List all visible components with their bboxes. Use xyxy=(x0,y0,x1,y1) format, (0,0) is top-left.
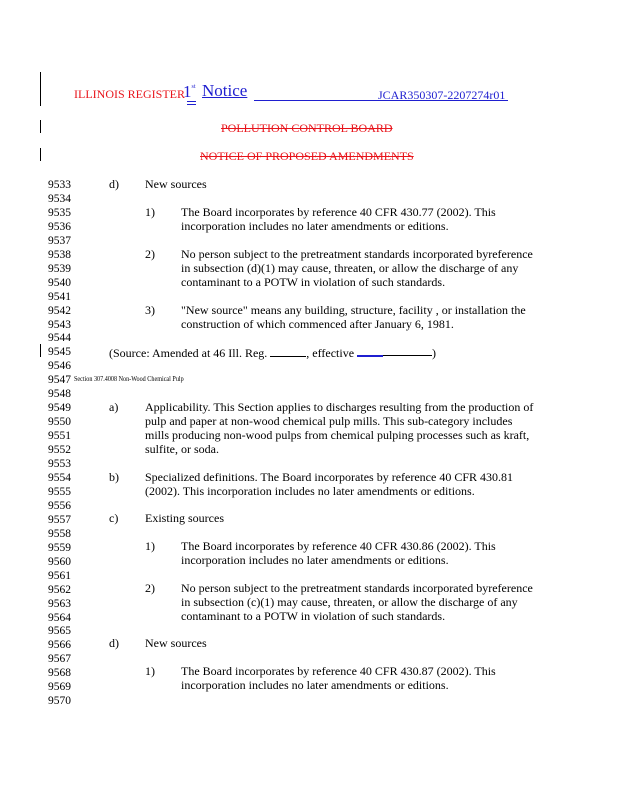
paragraph-text: in subsection (d)(1) may cause, threaten, or allow the discharge of any xyxy=(181,261,519,275)
notice-label: Notice xyxy=(202,81,248,100)
effective-date-blank xyxy=(357,345,432,356)
line-number: 9564 xyxy=(48,611,71,624)
paragraph-text: sulfite, or soda. xyxy=(145,442,219,456)
agency-notice: NOTICE OF PROPOSED AMENDMENTS xyxy=(200,149,414,163)
change-bar xyxy=(40,72,41,106)
paragraph-text: incorporation includes no later amendments or editions. xyxy=(181,219,449,233)
line-number: 9560 xyxy=(48,555,71,568)
line-number: 9561 xyxy=(48,569,71,582)
paragraph-text: pulp and paper at non-wood chemical pulp mills. This sub-category includes xyxy=(145,414,513,428)
paragraph-text: construction of which commenced after January 6, 1981. xyxy=(181,317,454,331)
line-number: 9541 xyxy=(48,290,71,303)
line-number: 9556 xyxy=(48,499,71,512)
paragraph-text: The Board incorporates by reference 40 CFR 430.87 (2002). This xyxy=(181,664,496,678)
line-number: 9554 xyxy=(48,471,71,484)
line-number: 9545 xyxy=(48,346,71,359)
paragraph-text: incorporation includes no later amendments or editions. xyxy=(181,553,449,567)
line-number: 9542 xyxy=(48,304,71,317)
paragraph-text: (2002). This incorporation includes no later amendments or editions. xyxy=(145,484,475,498)
line-number: 9555 xyxy=(48,485,71,498)
line-number: 9557 xyxy=(48,513,71,526)
paragraph-text: contaminant to a POTW in violation of such standards. xyxy=(181,609,446,623)
line-number: 9533 xyxy=(48,179,71,191)
subsection-label: a) xyxy=(109,400,119,414)
line-number: 9538 xyxy=(48,248,71,261)
agency-board: POLLUTION CONTROL BOARD xyxy=(221,121,393,135)
line-number: 9570 xyxy=(48,695,71,708)
line-number: 9546 xyxy=(48,360,71,373)
page-number: 1st xyxy=(183,82,196,101)
paragraph-text: Specialized definitions. The Board incorporates by reference 40 CFR 430.81 xyxy=(145,470,514,484)
paragraph-text: mills producing non-wood pulps from chemical pulping processes such as kraft, xyxy=(145,428,530,442)
line-number: 9566 xyxy=(48,639,71,652)
subsection-label: d) xyxy=(109,177,119,191)
line-number: 9539 xyxy=(48,262,71,275)
register-volume-blank xyxy=(270,346,306,357)
line-number: 9535 xyxy=(48,206,71,219)
subsection-heading: Existing sources xyxy=(145,511,224,525)
line-number: 9567 xyxy=(48,653,71,666)
line-number: 9552 xyxy=(48,444,71,457)
line-number: 9553 xyxy=(48,458,71,470)
line-number: 9569 xyxy=(48,681,71,694)
line-number: 9565 xyxy=(48,625,71,638)
paragraph-number: 3) xyxy=(145,303,155,317)
change-bar xyxy=(40,148,41,161)
paragraph-text: Applicability. This Section applies to discharges resulting from the production of xyxy=(145,400,534,414)
line-number: 9563 xyxy=(48,597,71,610)
document-code: JCAR350307-2207274r01 xyxy=(378,88,506,102)
paragraph-text: The Board incorporates by reference 40 CFR 430.86 (2002). This xyxy=(181,539,496,553)
line-number: 9551 xyxy=(48,430,71,443)
line-number: 9544 xyxy=(48,332,71,345)
subsection-heading: New sources xyxy=(145,177,207,191)
line-number: 9558 xyxy=(48,527,71,540)
page-number-underline xyxy=(187,101,196,102)
line-number: 9559 xyxy=(48,541,71,554)
line-number: 9540 xyxy=(48,276,71,289)
section-heading: Section 307.4008 Non-Wood Chemical Pulp xyxy=(74,374,184,383)
page-number-underline xyxy=(187,104,196,105)
paragraph-text: No person subject to the pretreatment standards incorporated byreference xyxy=(181,581,533,595)
paragraph-text: No person subject to the pretreatment standards incorporated byreference xyxy=(181,247,533,261)
change-bar xyxy=(40,120,41,133)
register-title: ILLINOIS REGISTER xyxy=(74,87,185,101)
paragraph-number: 1) xyxy=(145,539,155,553)
change-bar xyxy=(40,344,41,357)
line-number: 9568 xyxy=(48,667,71,680)
line-number: 9550 xyxy=(48,416,71,429)
line-number: 9536 xyxy=(48,220,71,233)
line-number: 9562 xyxy=(48,583,71,596)
paragraph-number: 1) xyxy=(145,664,155,678)
line-number: 9549 xyxy=(48,402,71,415)
source-note: (Source: Amended at 46 Ill. Reg. , effective ) xyxy=(109,346,437,360)
subsection-label: d) xyxy=(109,636,119,650)
line-number: 9547 xyxy=(48,374,71,387)
paragraph-text: The Board incorporates by reference 40 CFR 430.77 (2002). This xyxy=(181,205,496,219)
paragraph-number: 2) xyxy=(145,247,155,261)
paragraph-number: 2) xyxy=(145,581,155,595)
line-number: 9534 xyxy=(48,192,71,205)
paragraph-number: 1) xyxy=(145,205,155,219)
paragraph-text: incorporation includes no later amendments or editions. xyxy=(181,678,449,692)
paragraph-text: in subsection (c)(1) may cause, threaten, or allow the discharge of any xyxy=(181,595,518,609)
line-number: 9537 xyxy=(48,234,71,247)
paragraph-text: contaminant to a POTW in violation of such standards. xyxy=(181,275,446,289)
paragraph-text: "New source" means any building, structure, facility , or installation the xyxy=(181,303,526,317)
subsection-heading: New sources xyxy=(145,636,207,650)
line-number: 9548 xyxy=(48,388,71,401)
subsection-label: c) xyxy=(109,511,119,525)
subsection-label: b) xyxy=(109,470,119,484)
line-number: 9543 xyxy=(48,318,71,331)
